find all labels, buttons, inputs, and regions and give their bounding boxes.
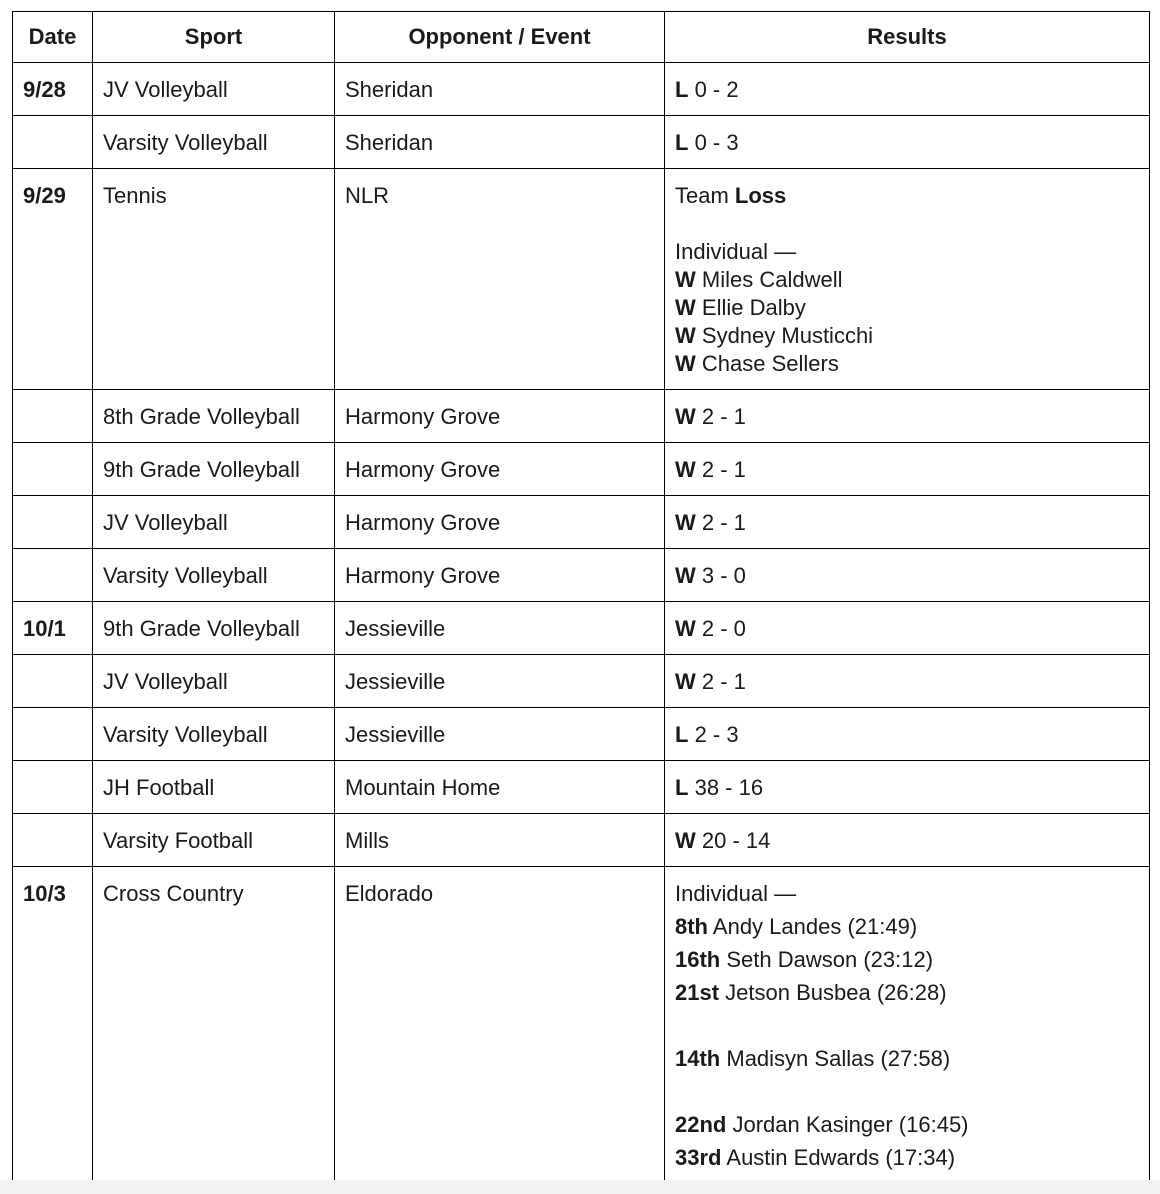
sport-cell: JV Volleyball (93, 496, 335, 549)
opponent-cell: Harmony Grove (335, 390, 665, 443)
table-row (13, 761, 1150, 814)
result-cell (665, 708, 1150, 761)
result-outcome: L (675, 775, 689, 800)
placing-rank: 14th (675, 1046, 721, 1071)
individual-outcome: W (675, 351, 696, 376)
result-outcome: L (675, 130, 689, 155)
placing-name: Jordan Kasinger (16:45) (732, 1112, 969, 1137)
date-cell: 10/3 (13, 867, 93, 1184)
team-result-line (675, 182, 1139, 210)
table-row (13, 602, 1150, 655)
result-outcome: W (675, 404, 696, 429)
sport-cell: JV Volleyball (93, 63, 335, 116)
date-cell: 9/28 (13, 63, 93, 116)
opponent-cell: Jessieville (335, 655, 665, 708)
result-score: 2 - 1 (701, 510, 746, 535)
placing-rank: 21st (675, 980, 720, 1005)
opponent-cell: Sheridan (335, 63, 665, 116)
placing (675, 943, 1139, 976)
date-cell (13, 708, 93, 761)
table-row (13, 867, 1150, 1184)
table-row (13, 443, 1150, 496)
placing (675, 910, 1139, 943)
header-row (13, 12, 1150, 63)
sport-cell: 8th Grade Volleyball (93, 390, 335, 443)
table-row (13, 655, 1150, 708)
opponent-cell: Mountain Home (335, 761, 665, 814)
result-score: 20 - 14 (701, 828, 771, 853)
team-result: Loss (734, 183, 787, 208)
placing (675, 976, 1139, 1009)
individual-result (675, 266, 1139, 294)
sport-cell: Varsity Volleyball (93, 116, 335, 169)
placing-rank: 8th (675, 914, 708, 939)
result-outcome: W (675, 616, 696, 641)
result-cell (665, 116, 1150, 169)
placing-name: Jetson Busbea (26:28) (725, 980, 947, 1005)
placing (675, 1108, 1139, 1141)
team-prefix: Team (675, 183, 729, 208)
individual-name: Miles Caldwell (701, 267, 843, 292)
result-cell (665, 655, 1150, 708)
individual-outcome: W (675, 295, 696, 320)
individual-result (675, 350, 1139, 378)
result-score: 3 - 0 (701, 563, 746, 588)
opponent-cell: Jessieville (335, 602, 665, 655)
sport-cell: Cross Country (93, 867, 335, 1184)
individual-result (675, 294, 1139, 322)
sport-cell: Varsity Volleyball (93, 708, 335, 761)
sport-cell: JV Volleyball (93, 655, 335, 708)
individual-label: Individual — (675, 881, 797, 906)
result-score: 2 - 1 (701, 669, 746, 694)
results-table (12, 11, 1150, 1184)
sport-cell: Varsity Football (93, 814, 335, 867)
sport-cell: Varsity Volleyball (93, 549, 335, 602)
result-outcome: W (675, 563, 696, 588)
opponent-cell: Harmony Grove (335, 496, 665, 549)
table-row (13, 496, 1150, 549)
table-row (13, 116, 1150, 169)
result-outcome: W (675, 669, 696, 694)
result-outcome: W (675, 457, 696, 482)
result-score: 38 - 16 (694, 775, 764, 800)
header-results: Results (665, 12, 1150, 63)
result-outcome: W (675, 828, 696, 853)
result-cell (665, 390, 1150, 443)
individual-outcome: W (675, 323, 696, 348)
placing-name: Andy Landes (21:49) (712, 914, 918, 939)
placing-name: Madisyn Sallas (27:58) (726, 1046, 951, 1071)
result-score: 2 - 3 (694, 722, 739, 747)
individual-label: Individual — (675, 239, 797, 264)
date-cell (13, 390, 93, 443)
sport-cell: 9th Grade Volleyball (93, 443, 335, 496)
placing-rank: 33rd (675, 1145, 722, 1170)
individual-name: Ellie Dalby (701, 295, 806, 320)
opponent-cell: Harmony Grove (335, 443, 665, 496)
individual-name: Chase Sellers (701, 351, 839, 376)
result-outcome: L (675, 77, 689, 102)
result-cell (665, 761, 1150, 814)
placing-rank: 16th (675, 947, 721, 972)
page-footer-strip (0, 1180, 1160, 1194)
result-score: 2 - 0 (701, 616, 746, 641)
opponent-cell: Eldorado (335, 867, 665, 1184)
header-opponent: Opponent / Event (335, 12, 665, 63)
opponent-cell: Mills (335, 814, 665, 867)
individual-result (675, 322, 1139, 350)
table-row (13, 708, 1150, 761)
placing (675, 1141, 1139, 1174)
table-row (13, 63, 1150, 116)
result-score: 2 - 1 (701, 404, 746, 429)
result-cell (665, 549, 1150, 602)
result-cell (665, 443, 1150, 496)
opponent-cell: Sheridan (335, 116, 665, 169)
result-outcome: W (675, 510, 696, 535)
date-cell: 9/29 (13, 169, 93, 390)
table-row (13, 814, 1150, 867)
individual-name: Sydney Musticchi (701, 323, 874, 348)
placing-rank: 22nd (675, 1112, 727, 1137)
placing-name: Austin Edwards (17:34) (726, 1145, 956, 1170)
date-cell (13, 443, 93, 496)
date-cell (13, 549, 93, 602)
header-date: Date (13, 12, 93, 63)
sport-cell: JH Football (93, 761, 335, 814)
result-score: 0 - 2 (694, 77, 739, 102)
result-cell (665, 814, 1150, 867)
result-outcome: L (675, 722, 689, 747)
result-cell (665, 496, 1150, 549)
table-row (13, 169, 1150, 390)
date-cell: 10/1 (13, 602, 93, 655)
table-row (13, 549, 1150, 602)
result-cell (665, 63, 1150, 116)
result-cell (665, 867, 1150, 1184)
table-row (13, 390, 1150, 443)
date-cell (13, 655, 93, 708)
result-score: 0 - 3 (694, 130, 739, 155)
date-cell (13, 761, 93, 814)
placing-name: Seth Dawson (23:12) (726, 947, 934, 972)
sport-cell: 9th Grade Volleyball (93, 602, 335, 655)
placing (675, 1042, 1139, 1075)
sport-cell: Tennis (93, 169, 335, 390)
result-cell (665, 602, 1150, 655)
individual-outcome: W (675, 267, 696, 292)
date-cell (13, 496, 93, 549)
header-sport: Sport (93, 12, 335, 63)
opponent-cell: Jessieville (335, 708, 665, 761)
opponent-cell: Harmony Grove (335, 549, 665, 602)
opponent-cell: NLR (335, 169, 665, 390)
date-cell (13, 814, 93, 867)
result-cell (665, 169, 1150, 390)
result-score: 2 - 1 (701, 457, 746, 482)
date-cell (13, 116, 93, 169)
